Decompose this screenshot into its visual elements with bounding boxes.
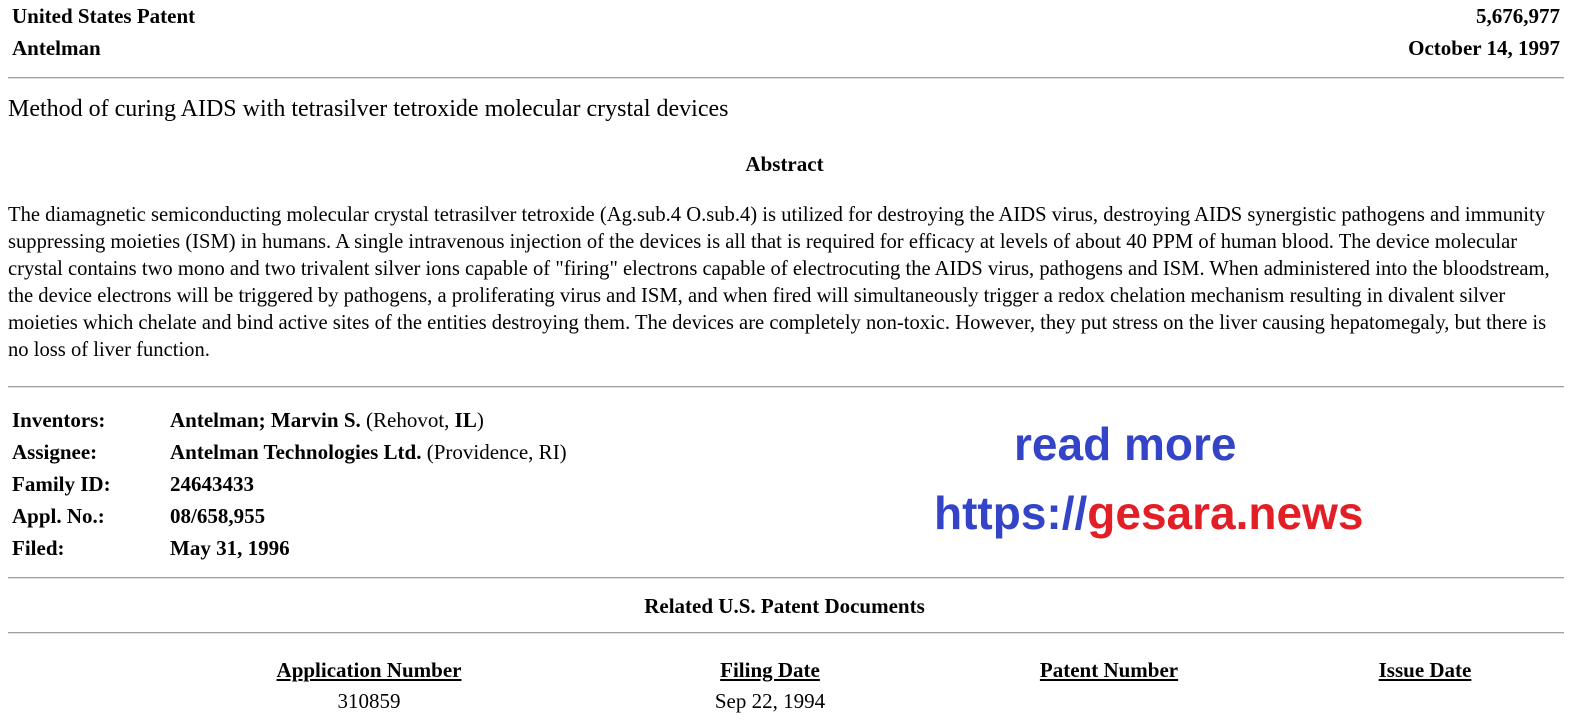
divider xyxy=(8,632,1564,634)
patent-title: Method of curing AIDS with tetrasilver tetroxide molecular crystal devices xyxy=(8,96,729,122)
abstract-text: The diamagnetic semiconducting molecular crystal tetrasilver tetroxide (Ag.sub.4 O.sub.4) is utilized for destroying the AIDS virus, destroying AIDS synergistic pathogens and immunity suppressing moieties (ISM) in humans. A single intravenous injection of the devices is all that is required for efficacy at levels of about 40 PPM of human blood. The device molecular crystal contains two mono and two trivalent silver ions capable of "firing" electrons capable of electrocuting the AIDS virus, pathogens and ISM. When administered into the bloodstream, the device electrons will be triggered by pathogens, a proliferating virus and ISM, and when fired will simultaneously trigger a redox chelation mechanism resulting in divalent silver moieties which chelate and bind active sites of the entities destroying them. The devices are completely non-toxic. However, they put stress on the liver causing hepatomegaly, but there is no loss of liver function. xyxy=(8,204,1550,361)
assignee-location: (Providence, RI) xyxy=(421,440,567,464)
divider xyxy=(8,386,1564,388)
inventor-name: Antelman; Marvin S. xyxy=(170,408,361,432)
divider xyxy=(8,77,1564,79)
inventor-location-open: (Rehovot, xyxy=(360,408,455,432)
cell-filing-date: Sep 22, 1994 xyxy=(714,689,826,713)
promo-read-more: read more xyxy=(1014,418,1237,470)
abstract-heading: Abstract xyxy=(745,152,824,176)
filed-value: May 31, 1996 xyxy=(170,536,290,560)
inventors-label: Inventors: xyxy=(12,408,106,432)
appl-no-label: Appl. No.: xyxy=(12,504,105,528)
patent-number: 5,676,977 xyxy=(1476,4,1560,28)
assignee-label: Assignee: xyxy=(12,440,98,464)
divider xyxy=(8,577,1564,579)
inventor-location-close: ) xyxy=(476,408,484,432)
cell-application-number: 310859 xyxy=(337,689,401,713)
patent-office-label: United States Patent xyxy=(12,4,196,28)
family-id-value: 24643433 xyxy=(170,472,254,496)
appl-no-value: 08/658,955 xyxy=(170,504,266,528)
promo-url-domain: gesara.news xyxy=(1087,487,1364,539)
col-header-issue-date: Issue Date xyxy=(1378,658,1472,682)
col-header-application-number: Application Number xyxy=(276,658,462,682)
patent-date: October 14, 1997 xyxy=(1408,36,1560,60)
assignee-value xyxy=(170,438,567,466)
inventors-value xyxy=(170,406,484,434)
patent-header-row-2 xyxy=(12,36,1560,60)
related-docs-heading: Related U.S. Patent Documents xyxy=(644,594,925,618)
promo-url[interactable] xyxy=(934,487,1363,539)
filed-label: Filed: xyxy=(12,536,65,560)
patent-header-row-1 xyxy=(12,4,1560,28)
inventor-short-name: Antelman xyxy=(12,36,101,60)
col-header-patent-number: Patent Number xyxy=(1039,658,1179,682)
promo-url-prefix: https:// xyxy=(934,487,1088,539)
family-id-label: Family ID: xyxy=(12,472,111,496)
col-header-filing-date: Filing Date xyxy=(720,658,820,682)
assignee-name: Antelman Technologies Ltd. xyxy=(170,440,422,464)
inventor-country: IL xyxy=(454,408,477,432)
